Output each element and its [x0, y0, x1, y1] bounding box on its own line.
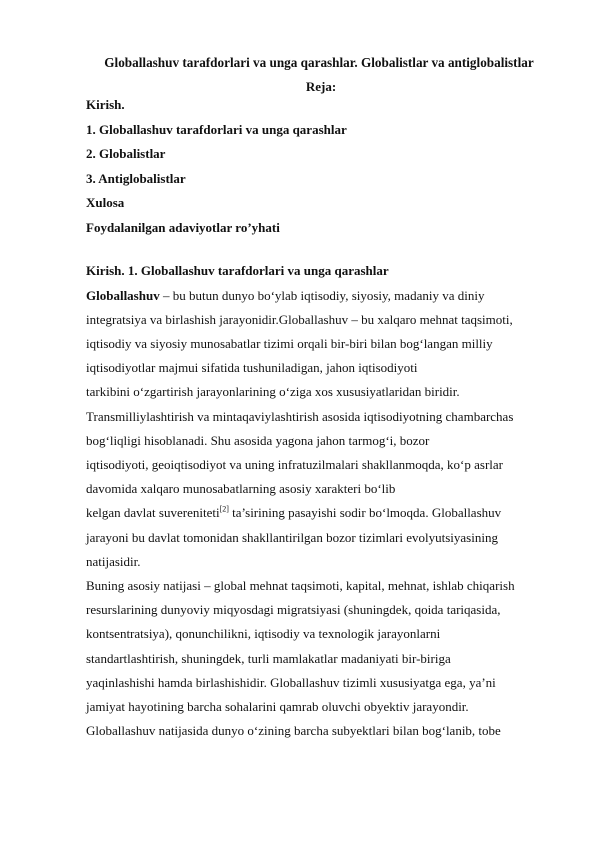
text-line: Globallashuv natijasida dunyo o‘zining barcha subyektlari bilan bog‘lanib, tobe — [86, 723, 501, 739]
text-line: bog‘liqligi hisoblanadi. Shu asosida yagona jahon tarmog‘i, bozor — [86, 432, 430, 448]
text-line — [86, 501, 556, 525]
toc-item-2: 2. Globalistlar — [86, 146, 166, 161]
text-line: yaqinlashishi hamda birlashishidir. Globallashuv tizimli xususiyatga ega, ya’ni — [86, 674, 496, 690]
text-line: iqtisodiy va siyosiy munosabatlar tizimi orqali bir-biri bilan bog‘langan milliy — [86, 335, 493, 351]
document-title: Globallashuv tarafdorlari va unga qarashlar. Globalistlar va antiglobalistlar — [104, 55, 534, 70]
toc-item-conclusion: Xulosa — [86, 195, 125, 210]
footnote-reference[interactable]: [2] — [219, 505, 229, 514]
text-line: resurslarining dunyoviy miqyosdagi migratsiyasi (shuningdek, qoida tariqasida, — [86, 602, 501, 618]
text-line-rest: – bu butun dunyo bo‘ylab iqtisodiy, siyosiy, madaniy va diniy — [159, 287, 485, 303]
text-line — [86, 284, 556, 308]
text-line: kontsentratsiya), qonunchilikni, iqtisodiy va texnologik jarayonlarni — [86, 626, 441, 642]
text-line: natijasidir. — [86, 553, 141, 569]
body-paragraph — [86, 284, 556, 744]
toc-item-1: 1. Globallashuv tarafdorlari va unga qarashlar — [86, 121, 347, 137]
text-line: davomida xalqaro munosabatlarning asosiy xarakteri bo‘lib — [86, 481, 396, 497]
text-line: integratsiya va birlashish jarayonidir.Globallashuv – bu xalqaro mehnat taqsimoti, — [86, 311, 513, 327]
text-line: iqtisodiyoti, geoiqtisodiyot va uning infratuzilmalari shakllanmoqda, ko‘p asrlar — [86, 456, 504, 472]
section-heading: Kirish. 1. Globallashuv tarafdorlari va unga qarashlar — [86, 262, 389, 278]
text-line: Buning asosiy natijasi – global mehnat taqsimoti, kapital, mehnat, ishlab chiqarish — [86, 577, 515, 593]
toc-item-3: 3. Antiglobalistlar — [86, 170, 186, 186]
text-line: jarayoni bu davlat tomonidan shakllantirilgan bozor tizimlari evolyutsiyasining — [86, 529, 498, 545]
text-segment: kelgan davlat suvereniteti — [86, 505, 220, 521]
table-of-contents — [86, 96, 556, 237]
plan-heading: Reja: — [305, 79, 337, 94]
text-line: iqtisodiyotlar majmui sifatida tushuniladigan, jahon iqtisodiyoti — [86, 360, 418, 376]
text-line: jamiyat hayotining barcha sohalarini qamrab oluvchi obyektiv jarayondir. — [86, 698, 469, 714]
text-line: standartlashtirish, shuningdek, turli mamlakatlar madaniyati bir-biriga — [86, 650, 451, 666]
text-segment: ta’sirining pasayishi sodir bo‘lmoqda. Globallashuv — [228, 505, 502, 521]
bold-term: Globallashuv — [86, 287, 160, 303]
text-line: Transmilliylashtirish va mintaqaviylashtirish asosida iqtisodiyotning chambarchas — [86, 408, 514, 424]
toc-item-references: Foydalanilgan adaviyotlar ro’yhati — [86, 219, 280, 235]
document-page — [86, 54, 556, 743]
text-line: tarkibini o‘zgartirish jarayonlarining o‘ziga xos xususiyatlaridan biridir. — [86, 384, 460, 400]
toc-item-intro: Kirish. — [86, 97, 125, 112]
